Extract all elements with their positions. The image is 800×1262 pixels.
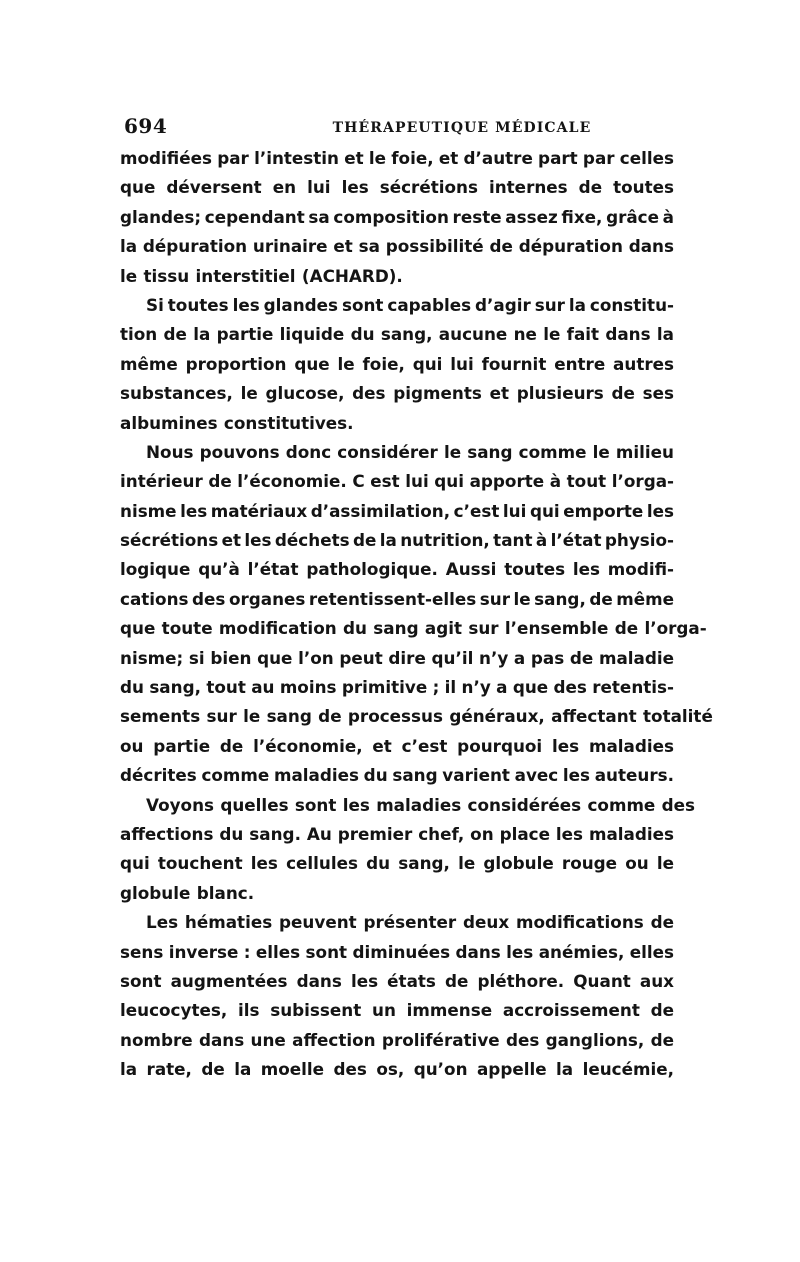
text-line: le tissu interstitiel (ACHARD). [120, 265, 403, 286]
running-title: THÉRAPEUTIQUE MÉDICALE [332, 120, 592, 136]
text-line: affections du sang. Au premier chef, on place les maladies [120, 823, 674, 844]
text-line: la dépuration urinaire et sa possibilité de dépuration dans [120, 236, 674, 257]
text-line: nisme; si bien que l’on peut dire qu’il n’y a pas de maladie [120, 647, 674, 668]
text-line: qui touchent les cellules du sang, le globule rouge ou le [120, 853, 674, 874]
text-line: logique qu’à l’état pathologique. Aussi toutes les modifi- [120, 559, 674, 580]
text-line: la rate, de la moelle des os, qu’on appelle la leucémie, [120, 1059, 674, 1080]
text-line: nisme les matériaux d’assimilation, c’est lui qui emporte les [120, 500, 674, 521]
text-line: intérieur de l’économie. C est lui qui apporte à tout l’orga- [120, 471, 674, 492]
text-line: nombre dans une affection proliférative des ganglions, de [120, 1029, 674, 1050]
paragraph [120, 144, 674, 291]
text-line: modifiées par l’intestin et le foie, et d’autre part par celles [120, 148, 674, 168]
text-line: substances, le glucose, des pigments et plusieurs de ses [120, 383, 674, 404]
page-number: 694 [124, 114, 168, 138]
paragraph [120, 908, 674, 1084]
text-line: Les hématies peuvent présenter deux modifications de [146, 912, 674, 933]
text-line: Si toutes les glandes sont capables d’agir sur la constitu- [146, 294, 674, 315]
page-text [120, 144, 713, 1085]
text-line: Voyons quelles sont les maladies considérées comme des [146, 794, 696, 815]
text-line: globule blanc. [120, 882, 255, 903]
text-line: sécrétions et les déchets de la nutrition, tant à l’état physio- [120, 530, 674, 551]
text-line: que toute modification du sang agit sur l’ensemble de l’orga- [120, 618, 707, 639]
text-line: décrites comme maladies du sang varient avec les auteurs. [120, 765, 674, 786]
text-line: sens inverse : elles sont diminuées dans les anémies, elles [120, 941, 674, 962]
text-line: glandes; cependant sa composition reste assez fixe, grâce à [120, 206, 674, 227]
paragraph [120, 791, 696, 909]
text-line: cations des organes retentissent-elles sur le sang, de même [120, 588, 674, 609]
text-line: sont augmentées dans les états de pléthore. Quant aux [120, 970, 674, 991]
paragraph [120, 438, 713, 791]
page-header [124, 112, 672, 144]
text-line: sements sur le sang de processus généraux, affectant totalité [120, 706, 713, 727]
text-line: du sang, tout au moins primitive ; il n’y a que des retentis- [120, 677, 674, 698]
text-line: albumines constitutives. [120, 412, 354, 433]
text-line: même proportion que le foie, qui lui fournit entre autres [120, 353, 674, 374]
paragraph [120, 291, 674, 438]
text-line: leucocytes, ils subissent un immense accroissement de [120, 1000, 674, 1021]
text-line: tion de la partie liquide du sang, aucune ne le fait dans la [120, 324, 674, 345]
text-line: que déversent en lui les sécrétions internes de toutes [120, 177, 674, 198]
text-line: Nous pouvons donc considérer le sang comme le milieu [146, 441, 674, 462]
text-line: ou partie de l’économie, et c’est pourquoi les maladies [120, 735, 674, 756]
